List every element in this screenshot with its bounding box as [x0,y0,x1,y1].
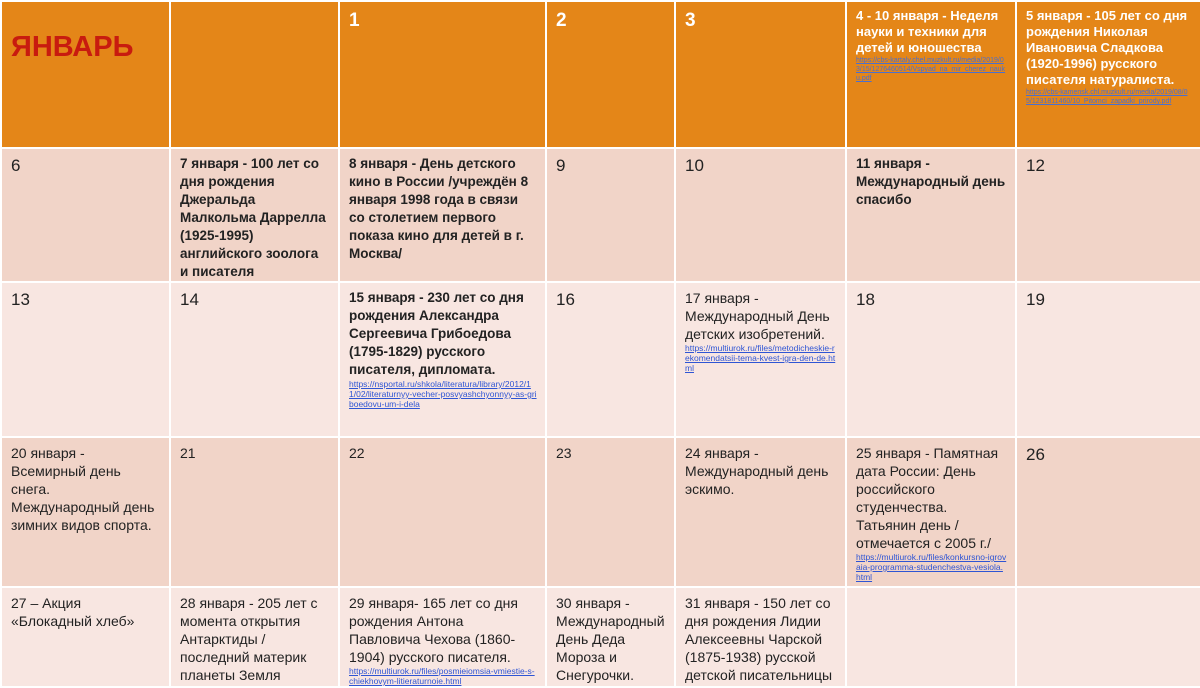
empty-cell [1016,587,1200,687]
day-number: 21 [180,445,196,461]
event-text: 30 января - Международный День Деда Мороза и Снегурочки. [556,595,665,683]
day-number: 26 [1026,445,1045,464]
event-text: 8 января - День детского кино в России /учреждён 8 января 1998 года в связи со столетием первого показа кино для детей в г. Москва/ [349,156,529,261]
event-text: 31 января - 150 лет со дня рождения Лидии Алексеевны Чарской (1875-1938) русской детской писательницы [685,595,833,683]
day-number: 2 [556,10,567,31]
event-link[interactable]: https://nsportal.ru/shkola/literatura/library/2012/11/02/literaturnyy-vecher-posvyashchyonnyy-as-griboedovu-um-i-dela [349,379,537,409]
event-text: 11 января - Международный день спасибо [856,156,1006,207]
day-cell-17 [675,282,846,437]
day-number: 3 [685,10,696,31]
day-cell-1 [339,1,546,148]
week-row-1 [1,148,1200,282]
week-row-3 [1,437,1200,587]
day-cell-15 [339,282,546,437]
day-cell-11 [846,148,1016,282]
week-row-4 [1,587,1200,687]
day-cell-31 [675,587,846,687]
day-cell-19 [1016,282,1200,437]
day-cell-3 [675,1,846,148]
day-cell-4 [846,1,1016,148]
day-number: 23 [556,445,572,461]
event-text: 7 января - 100 лет со дня рождения Джеральда Малкольма Даррелла (1925-1995) английского зоолога и писателя [180,156,326,279]
day-cell-6 [1,148,170,282]
event-link[interactable]: https://multiurok.ru/files/konkursno-igrovaia-programma-studenchestva-vesiola.html [856,552,1007,582]
month-title: ЯНВАРЬ [11,31,134,63]
day-number: 14 [180,290,199,309]
week-row-2 [1,282,1200,437]
event-text: 4 - 10 января - Неделя науки и техники для детей и юношества [856,8,999,55]
day-cell-2 [546,1,675,148]
day-number: 6 [11,156,21,175]
event-text: 24 января - Международный день эскимо. [685,445,829,497]
day-cell-27 [1,587,170,687]
day-cell-18 [846,282,1016,437]
day-number: 12 [1026,156,1045,175]
day-number: 22 [349,445,365,461]
day-cell-23 [546,437,675,587]
day-cell-22 [339,437,546,587]
day-cell-20 [1,437,170,587]
header-row [1,1,1200,148]
day-cell-26 [1016,437,1200,587]
day-cell-8 [339,148,546,282]
day-cell-9 [546,148,675,282]
empty-cell [846,587,1016,687]
day-cell-21 [170,437,339,587]
event-text: 25 января - Памятная дата России: День российского студенчества. Татьянин день / отмечается с 2005 г./ [856,445,999,551]
day-cell-25 [846,437,1016,587]
day-cell-30 [546,587,675,687]
day-number: 16 [556,290,575,309]
day-cell-12 [1016,148,1200,282]
event-link[interactable]: https://cbs-kartaly.chel.muzkult.ru/media/2019/03/15/1276460514/Vspyad_na_mir_cherez_nauku.pdf [856,57,1006,82]
day-cell-5 [1016,1,1200,148]
day-cell-24 [675,437,846,587]
day-number: 18 [856,290,875,309]
day-number: 19 [1026,290,1045,309]
month-title-cell [1,1,170,148]
event-text: 29 января- 165 лет со дня рождения Антона Павловича Чехова (1860-1904) русского писателя. [349,595,518,665]
event-text: 27 – Акция «Блокадный хлеб» [11,595,135,629]
day-number: 1 [349,10,360,31]
event-link[interactable]: https://multiurok.ru/files/posmieiomsia-vmiestie-s-chiekhovym-litieraturnoie.html [349,666,535,686]
day-cell-14 [170,282,339,437]
day-number: 10 [685,156,704,175]
event-text: 15 января - 230 лет со дня рождения Александра Сергеевича Грибоедова (1795-1829) русского писателя, дипломата. [349,290,524,377]
event-text: 28 января - 205 лет с момента открытия Антарктиды /последний материк планеты Земля [180,595,318,683]
event-text: 17 января - Международный День детских изобретений. [685,290,830,342]
event-text: 5 января - 105 лет со дня рождения Николая Ивановича Сладкова (1920-1996) русского писателя натуралиста. [1026,8,1188,87]
day-number: 9 [556,156,566,175]
day-cell-10 [675,148,846,282]
event-link[interactable]: https://multiurok.ru/files/metodicheskie-rekomendatsii-tema-kvest-igra-den-de.html [685,343,836,373]
header-empty-cell [170,1,339,148]
day-cell-28 [170,587,339,687]
day-number: 13 [11,290,30,309]
day-cell-16 [546,282,675,437]
day-cell-29 [339,587,546,687]
day-cell-13 [1,282,170,437]
day-cell-7 [170,148,339,282]
event-text: 20 января - Всемирный день снега. Международный день зимних видов спорта. [11,445,155,533]
event-link[interactable]: https://cbs-kamensk.chl.muzkult.ru/media/2019/08/05/1231811460/10_Pitomci_zapadki_prirody.pdf [1026,89,1188,105]
